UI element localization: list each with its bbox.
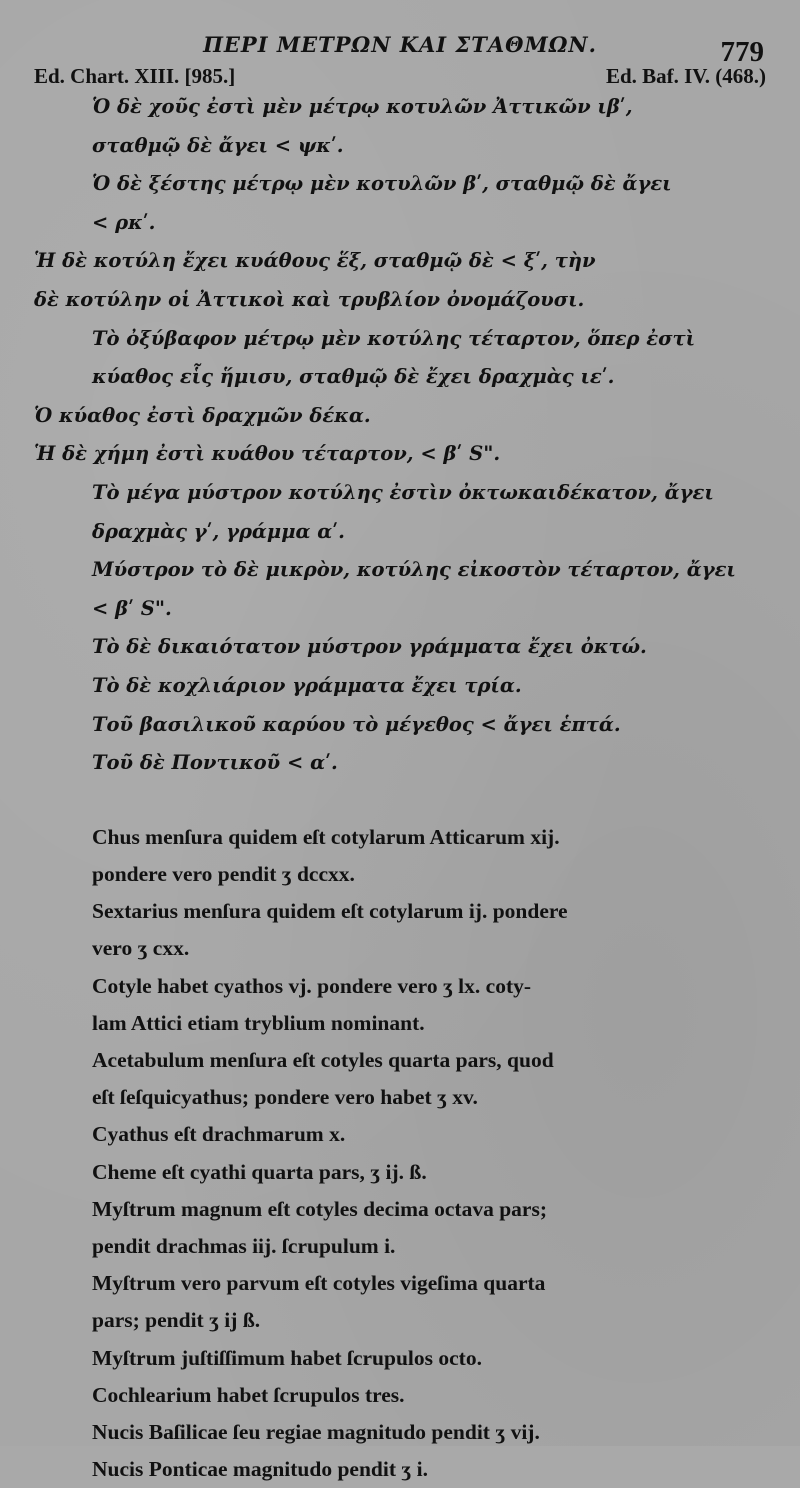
greek-line: Τοῦ βασιλικοῦ καρύου τὸ μέγεθος < ἄγει ἑπτά. bbox=[92, 712, 621, 736]
greek-paragraph bbox=[34, 242, 766, 319]
latin-line: Myſtrum juſtiſſimum habet ſcrupulos octo. bbox=[92, 1345, 482, 1370]
latin-paragraph bbox=[34, 893, 766, 967]
latin-paragraph bbox=[34, 1116, 766, 1153]
greek-paragraph bbox=[34, 667, 766, 706]
latin-line: Sextarius menſura quidem eſt cotylarum ij. pondere bbox=[92, 899, 568, 924]
latin-line: Cochlearium habet ſcrupulos tres. bbox=[92, 1382, 405, 1407]
greek-text-block bbox=[34, 88, 766, 783]
greek-paragraph bbox=[34, 474, 766, 551]
greek-paragraph bbox=[34, 165, 766, 242]
running-title: ΠΕΡΙ ΜΕΤΡΩΝ ΚΑΙ ΣΤΑΘΜΩΝ. bbox=[203, 32, 597, 57]
greek-paragraph bbox=[34, 551, 766, 628]
greek-line: Τὸ δὲ κοχλιάριον γράμματα ἔχει τρία. bbox=[92, 673, 522, 697]
latin-paragraph bbox=[34, 1042, 766, 1116]
greek-line: σταθμῷ δὲ ἄγει < ψκʹ. bbox=[92, 133, 344, 157]
greek-line: Ἡ δὲ κοτύλη ἔχει κυάθους ἕξ, σταθμῷ δὲ < ξʹ, τὴν bbox=[34, 249, 596, 273]
greek-paragraph bbox=[34, 706, 766, 745]
greek-line: Τὸ δὲ δικαιότατον μύστρον γράμματα ἔχει ὀκτώ. bbox=[92, 635, 647, 659]
greek-line: Τὸ μέγα μύστρον κοτύλης ἐστὶν ὀκτωκαιδέκατον, ἄγει bbox=[92, 480, 714, 504]
latin-paragraph bbox=[34, 1414, 766, 1488]
greek-line: δραχμὰς γʹ, γράμμα αʹ. bbox=[92, 519, 345, 543]
latin-line: Acetabulum menſura eſt cotyles quarta pars, quod bbox=[92, 1047, 554, 1072]
greek-paragraph bbox=[34, 435, 766, 474]
latin-line: Cotyle habet cyathos vj. pondere vero ʒ lx. coty- bbox=[92, 973, 532, 998]
edition-reference-line bbox=[34, 64, 766, 88]
page-number: 779 bbox=[720, 36, 764, 68]
latin-paragraph bbox=[34, 968, 766, 1042]
latin-line: Nucis Baſilicae ſeu regiae magnitudo pendit ʒ vij. bbox=[92, 1419, 540, 1444]
latin-line: Chus menſura quidem eſt cotylarum Atticarum xij. bbox=[92, 824, 560, 849]
page-header bbox=[34, 28, 766, 68]
greek-paragraph bbox=[34, 397, 766, 436]
greek-paragraph bbox=[34, 320, 766, 397]
greek-line: Ὁ δὲ ξέστης μέτρῳ μὲν κοτυλῶν βʹ, σταθμῷ δὲ ἄγει bbox=[92, 172, 672, 196]
edition-reference-left: Ed. Chart. XIII. [985.] bbox=[34, 64, 236, 88]
greek-line: Ὁ κύαθος ἐστὶ δραχμῶν δέκα. bbox=[34, 403, 371, 427]
greek-line: Ἡ δὲ χήμη ἐστὶ κυάθου τέταρτον, < βʹ S". bbox=[34, 442, 501, 466]
greek-line: Τὸ ὀξύβαφον μέτρῳ μὲν κοτύλης τέταρτον, ὅπερ ἐστὶ bbox=[92, 326, 696, 350]
edition-reference-right: Ed. Baf. IV. (468.) bbox=[605, 64, 766, 88]
latin-line: Nucis Ponticae magnitudo pendit ʒ i. bbox=[92, 1457, 428, 1482]
latin-paragraph bbox=[34, 1154, 766, 1191]
latin-line: pars; pendit ʒ ij ß. bbox=[92, 1308, 261, 1333]
greek-line: δὲ κοτύλην οἱ Ἀττικοὶ καὶ τρυβλίον ὀνομάζουσι. bbox=[34, 287, 585, 311]
greek-line: κύαθος εἷς ἥμισυ, σταθμῷ δὲ ἔχει δραχμὰς ιεʹ. bbox=[92, 365, 615, 389]
latin-line: Cyathus eſt drachmarum x. bbox=[92, 1122, 346, 1147]
latin-paragraph bbox=[34, 1191, 766, 1265]
greek-line: Μύστρον τὸ δὲ μικρὸν, κοτύλης εἰκοστὸν τέταρτον, ἄγει bbox=[92, 558, 736, 582]
latin-paragraph bbox=[34, 819, 766, 893]
latin-text-block bbox=[34, 819, 766, 1488]
latin-line: eſt ſeſquicyathus; pondere vero habet ʒ xv. bbox=[92, 1085, 478, 1110]
latin-paragraph bbox=[34, 1265, 766, 1339]
latin-paragraph bbox=[34, 1377, 766, 1414]
greek-paragraph bbox=[34, 628, 766, 667]
latin-line: pondere vero pendit ʒ dccxx. bbox=[92, 861, 355, 886]
latin-line: pendit drachmas iij. ſcrupulum i. bbox=[92, 1233, 396, 1258]
greek-paragraph bbox=[34, 744, 766, 783]
latin-line: Myſtrum magnum eſt cotyles decima octava pars; bbox=[92, 1196, 547, 1221]
latin-paragraph bbox=[34, 1340, 766, 1377]
latin-line: Myſtrum vero parvum eſt cotyles vigeſima quarta bbox=[92, 1271, 546, 1296]
latin-line: lam Attici etiam tryblium nominant. bbox=[92, 1010, 425, 1035]
greek-line: < βʹ S". bbox=[92, 596, 172, 620]
greek-line: Ὁ δὲ χοῦς ἐστὶ μὲν μέτρῳ κοτυλῶν Ἀττικῶν ιβʹ, bbox=[92, 95, 633, 118]
latin-line: vero ʒ cxx. bbox=[92, 936, 190, 961]
latin-line: Cheme eſt cyathi quarta pars, ʒ ij. ß. bbox=[92, 1159, 427, 1184]
greek-line: Τοῦ δὲ Ποντικοῦ < αʹ. bbox=[92, 751, 338, 775]
greek-line: < ρκʹ. bbox=[92, 210, 156, 234]
greek-paragraph bbox=[34, 88, 766, 165]
